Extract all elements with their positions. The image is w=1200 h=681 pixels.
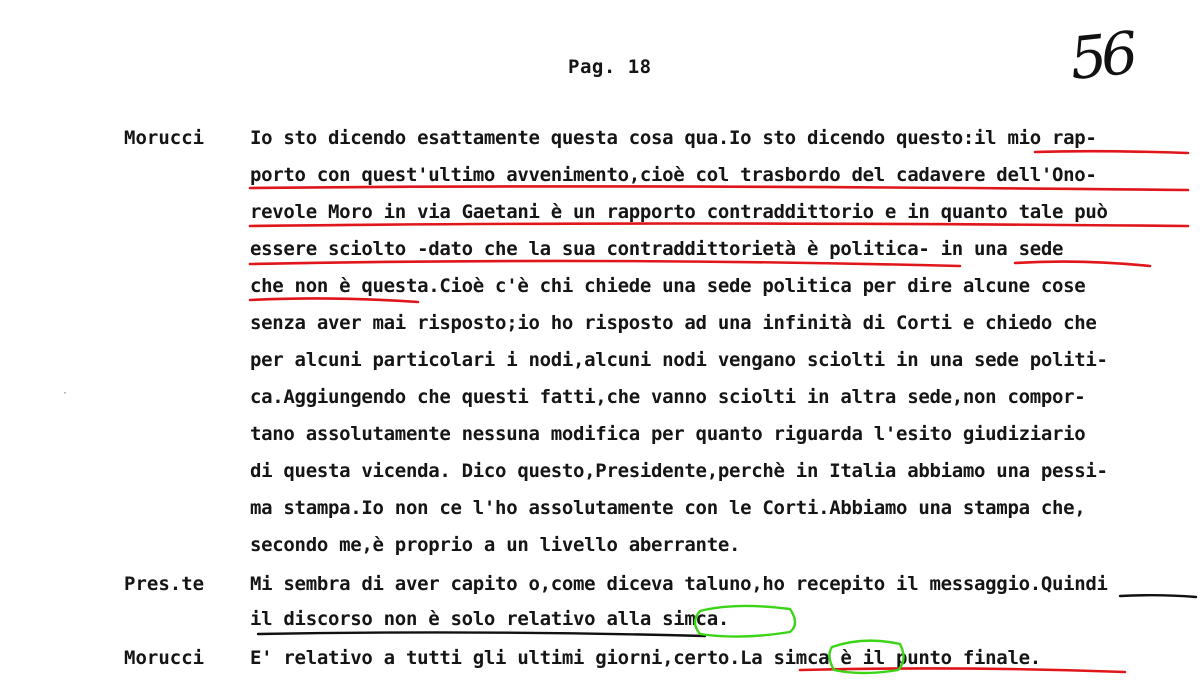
red-underline bbox=[250, 186, 1188, 190]
transcript-line: porto con quest'ultimo avvenimento,cioè col trasbordo del cadavere dell'Ono- bbox=[250, 164, 1097, 186]
transcript-line: ca.Aggiungendo che questi fatti,che vanno sciolti in altra sede,non compor- bbox=[250, 386, 1086, 408]
speaker-label: Morucci bbox=[124, 127, 205, 149]
transcript-line: E' relativo a tutti gli ultimi giorni,certo.La simca è il punto finale. bbox=[250, 647, 1041, 669]
speaker-label: Pres.te bbox=[124, 573, 205, 595]
transcript-line: senza aver mai risposto;io ho risposto ad una infinità di Corti e chiedo che bbox=[250, 312, 1097, 334]
transcript-line: essere sciolto -dato che la sua contraddittorietà è politica- in una sede bbox=[250, 238, 1064, 260]
red-underline bbox=[250, 261, 960, 266]
transcript-line: tano assolutamente nessuna modifica per quanto riguarda l'esito giudiziario bbox=[250, 423, 1086, 445]
page-number-header: Pag. 18 bbox=[568, 56, 652, 78]
transcript-line: che non è questa.Cioè c'è chi chiede una sede politica per dire alcune cose bbox=[250, 275, 1086, 297]
red-underline bbox=[1015, 262, 1150, 266]
transcript-line: per alcuni particolari i nodi,alcuni nodi vengano sciolti in una sede politi- bbox=[250, 349, 1108, 371]
transcript-line: revole Moro in via Gaetani è un rapporto contraddittorio e in quanto tale può bbox=[250, 201, 1108, 223]
transcript-line: di questa vicenda. Dico questo,Presidente,perchè in Italia abbiamo una pessi- bbox=[250, 460, 1108, 482]
black-underline bbox=[258, 632, 705, 636]
red-underline bbox=[250, 298, 418, 302]
handwritten-page-number: 56 bbox=[1066, 18, 1136, 94]
red-underline bbox=[250, 224, 1188, 227]
transcript-line: ma stampa.Io non ce l'ho assolutamente con le Corti.Abbiamo una stampa che, bbox=[250, 497, 1086, 519]
black-underline bbox=[1120, 595, 1196, 597]
transcript-line: il discorso non è solo relativo alla simca. bbox=[250, 608, 729, 630]
transcript-line: secondo me,è proprio a un livello aberrante. bbox=[250, 534, 741, 556]
scan-artifact: · bbox=[62, 388, 69, 399]
transcript-line: Io sto dicendo esattamente questa cosa qua.Io sto dicendo questo:il mio rap- bbox=[250, 127, 1097, 149]
speaker-label: Morucci bbox=[124, 647, 205, 669]
transcript-line: Mi sembra di aver capito o,come diceva taluno,ho recepito il messaggio.Quindi bbox=[250, 573, 1108, 595]
red-underline bbox=[1035, 151, 1188, 153]
